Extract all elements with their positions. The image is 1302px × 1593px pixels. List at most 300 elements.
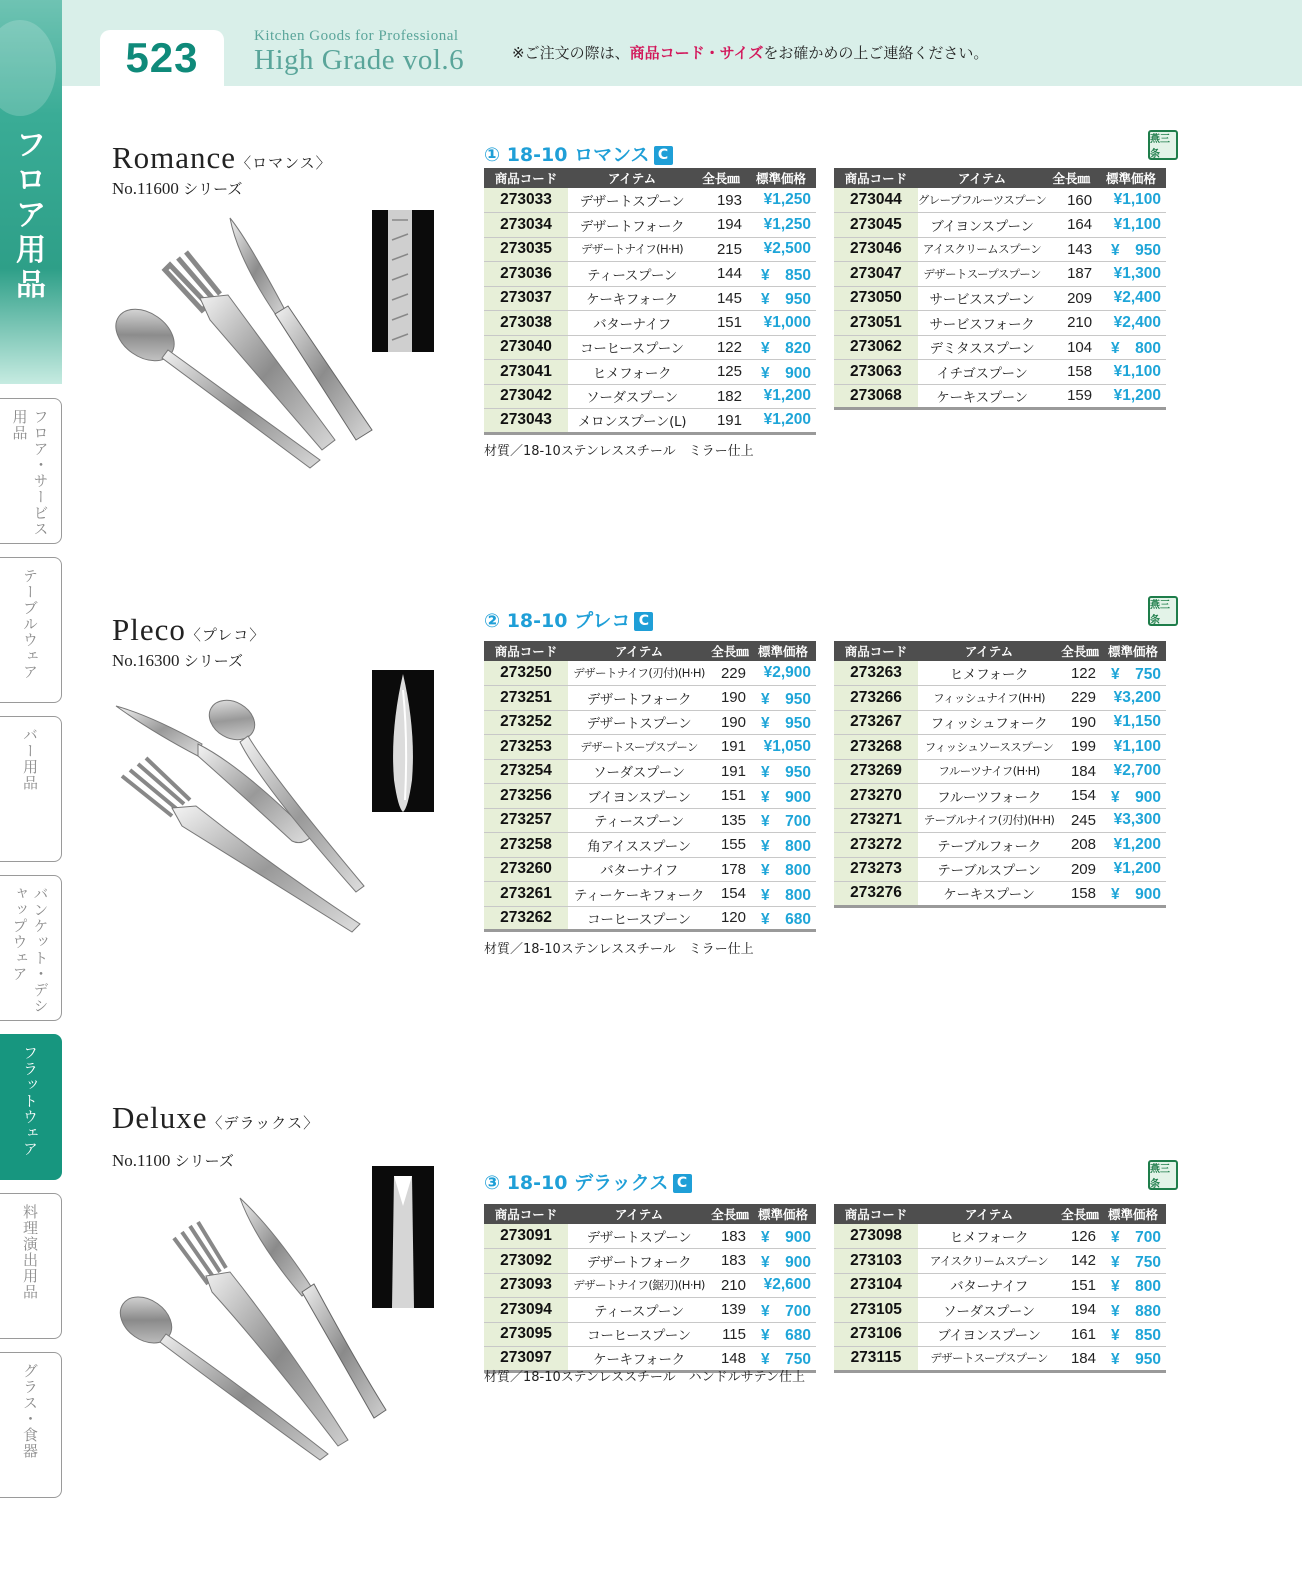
- standard-price: ¥ 850: [1100, 1322, 1166, 1347]
- th-length: 全長㎜: [696, 168, 746, 188]
- item-name: ブイヨンスプーン: [918, 213, 1047, 238]
- series-name: Romance: [112, 140, 237, 175]
- item-name: デザートスプーン: [568, 1224, 710, 1249]
- th-length: 全長㎜: [710, 641, 750, 661]
- product-code: 273256: [484, 784, 568, 809]
- item-name: デザートフォーク: [568, 213, 696, 238]
- spoon-icon: [202, 696, 364, 892]
- deluxe-cutlery-photo: [116, 1192, 392, 1462]
- length-mm: 159: [1046, 384, 1096, 409]
- sidebar-category-band: [0, 0, 62, 384]
- series-number: No.11600: [112, 179, 179, 198]
- sidebar-tab-label: フラットウェア: [21, 1045, 39, 1157]
- length-mm: 148: [710, 1347, 750, 1372]
- product-code: 273042: [484, 384, 568, 409]
- table-row: [484, 857, 816, 882]
- table-row: [484, 262, 816, 287]
- standard-price: ¥1,250: [746, 188, 816, 213]
- table-row: [834, 784, 1166, 809]
- standard-price: ¥ 900: [750, 784, 816, 809]
- standard-price: ¥ 950: [1096, 237, 1166, 262]
- sidebar-tab-label: 料理演出用品: [21, 1204, 39, 1300]
- standard-price: ¥ 800: [750, 833, 816, 858]
- standard-price: ¥ 950: [750, 759, 816, 784]
- length-mm: 154: [1060, 784, 1100, 809]
- item-name: フィッシュソーススプーン: [918, 735, 1060, 760]
- item-name: デザートフォーク: [568, 686, 710, 711]
- table-row: [834, 262, 1166, 287]
- product-code: 273044: [834, 188, 918, 213]
- product-code: 273050: [834, 286, 918, 311]
- standard-price: ¥2,500: [746, 237, 816, 262]
- sidebar-tab-label: テーブルウェア: [21, 568, 39, 680]
- table-row: [484, 906, 816, 931]
- th-length: 全長㎜: [710, 1204, 750, 1224]
- table-row: [484, 360, 816, 385]
- product-code: 273257: [484, 808, 568, 833]
- table-header-row: [834, 641, 1166, 661]
- series-suffix: シリーズ: [174, 1152, 234, 1170]
- table-header-row: [484, 1204, 816, 1224]
- pleco-handle-detail-photo: [372, 670, 434, 812]
- series-title-deluxe: [112, 1100, 319, 1136]
- th-code: 商品コード: [834, 641, 918, 661]
- section-title-pleco: [484, 606, 653, 633]
- item-name: デザートフォーク: [568, 1249, 710, 1274]
- length-mm: 139: [710, 1298, 750, 1323]
- th-code: 商品コード: [484, 1204, 568, 1224]
- deluxe-handle-detail-photo: [372, 1166, 434, 1308]
- length-mm: 183: [710, 1224, 750, 1249]
- item-name: ソーダスプーン: [568, 759, 710, 784]
- product-code: 273034: [484, 213, 568, 238]
- sidebar-tab-label: フロア・サービス用品: [10, 409, 50, 537]
- item-name: ケーキフォーク: [568, 286, 696, 311]
- standard-price: ¥ 680: [750, 1322, 816, 1347]
- product-code: 273103: [834, 1249, 918, 1274]
- length-mm: 151: [696, 311, 746, 336]
- standard-price: ¥1,200: [746, 384, 816, 409]
- product-code: 273046: [834, 237, 918, 262]
- notice-pre: ※ご注文の際は、: [512, 44, 630, 62]
- product-code: 273266: [834, 686, 918, 711]
- item-name: デザートスープスプーン: [918, 1347, 1060, 1372]
- romance-table-right: [834, 168, 1166, 410]
- table-row: [484, 1298, 816, 1323]
- length-mm: 229: [1060, 686, 1100, 711]
- table-row: [484, 286, 816, 311]
- table-row: [834, 686, 1166, 711]
- product-code: 273268: [834, 735, 918, 760]
- standard-price: ¥1,100: [1096, 213, 1166, 238]
- th-code: 商品コード: [834, 1204, 918, 1224]
- product-code: 273105: [834, 1298, 918, 1323]
- th-price: 標準価格: [1096, 168, 1166, 188]
- length-mm: 194: [1060, 1298, 1100, 1323]
- standard-price: ¥ 800: [750, 882, 816, 907]
- product-code: 273051: [834, 311, 918, 336]
- item-name: フルーツナイフ(H·H): [918, 759, 1060, 784]
- length-mm: 126: [1060, 1224, 1100, 1249]
- product-code: 273037: [484, 286, 568, 311]
- item-name: デミタススプーン: [918, 335, 1047, 360]
- length-mm: 154: [710, 882, 750, 907]
- table-body: [834, 188, 1166, 409]
- standard-price: ¥2,400: [1096, 311, 1166, 336]
- length-mm: 155: [710, 833, 750, 858]
- length-mm: 182: [696, 384, 746, 409]
- tsubame-sanjo-seal-icon: 燕三条: [1148, 596, 1178, 626]
- item-name: デザートナイフ(鋸刃)(H·H): [568, 1273, 710, 1298]
- length-mm: 135: [710, 808, 750, 833]
- th-length: 全長㎜: [1060, 641, 1100, 661]
- product-code: 273041: [484, 360, 568, 385]
- item-name: ケーキスプーン: [918, 882, 1060, 907]
- product-code: 273273: [834, 857, 918, 882]
- length-mm: 191: [696, 409, 746, 434]
- length-mm: 158: [1046, 360, 1096, 385]
- th-price: 標準価格: [746, 168, 816, 188]
- tsubame-sanjo-seal-icon: 燕三条: [1148, 130, 1178, 160]
- product-code: 273033: [484, 188, 568, 213]
- romance-table-left: [484, 168, 816, 435]
- length-mm: 194: [696, 213, 746, 238]
- item-name: デザートスープスプーン: [568, 735, 710, 760]
- standard-price: ¥3,200: [1100, 686, 1166, 711]
- th-item: アイテム: [918, 168, 1047, 188]
- standard-price: ¥1,250: [746, 213, 816, 238]
- length-mm: 184: [1060, 1347, 1100, 1372]
- catalog-title: High Grade vol.6: [254, 44, 465, 76]
- series-name-jp: 〈デラックス〉: [207, 1114, 320, 1132]
- th-item: アイテム: [568, 641, 710, 661]
- standard-price: ¥ 750: [1100, 661, 1166, 686]
- product-code: 273104: [834, 1273, 918, 1298]
- th-item: アイテム: [568, 1204, 710, 1224]
- product-code: 273068: [834, 384, 918, 409]
- item-name: ティースプーン: [568, 808, 710, 833]
- product-code: 273093: [484, 1273, 568, 1298]
- table-header-row: [834, 1204, 1166, 1224]
- table-row: [834, 1273, 1166, 1298]
- sidebar-tab-cooking-presentation[interactable]: [0, 1193, 62, 1339]
- product-code: 273036: [484, 262, 568, 287]
- table-row: [834, 1224, 1166, 1249]
- product-code: 273091: [484, 1224, 568, 1249]
- series-number-deluxe: [112, 1150, 234, 1171]
- standard-price: ¥ 750: [750, 1347, 816, 1372]
- table-body: [484, 188, 816, 433]
- standard-price: ¥ 900: [1100, 784, 1166, 809]
- series-number: No.16300: [112, 651, 180, 670]
- table-row: [484, 409, 816, 434]
- sidebar-tab-bar[interactable]: [0, 716, 62, 862]
- length-mm: 190: [710, 686, 750, 711]
- item-name: デザートスプーン: [568, 710, 710, 735]
- item-name: ブイヨンスプーン: [568, 784, 710, 809]
- table-row: [484, 237, 816, 262]
- table-row: [834, 335, 1166, 360]
- item-name: デザートスプーン: [568, 188, 696, 213]
- product-code: 273040: [484, 335, 568, 360]
- section-title-romance: [484, 140, 673, 167]
- length-mm: 161: [1060, 1322, 1100, 1347]
- product-code: 273261: [484, 882, 568, 907]
- item-name: ティーケーキフォーク: [568, 882, 710, 907]
- table-row: [484, 882, 816, 907]
- th-code: 商品コード: [834, 168, 918, 188]
- standard-price: ¥ 900: [750, 1249, 816, 1274]
- standard-price: ¥ 800: [750, 857, 816, 882]
- table-row: [484, 735, 816, 760]
- item-name: デザートナイフ(刃付)(H·H): [568, 661, 710, 686]
- length-mm: 115: [710, 1322, 750, 1347]
- standard-price: ¥ 900: [750, 1224, 816, 1249]
- table-row: [484, 384, 816, 409]
- sidebar-tab-floor-service[interactable]: [0, 398, 62, 544]
- material-note-deluxe: 材質／18-10ステンレススチール ハンドルサテン仕上: [484, 1370, 805, 1385]
- length-mm: 164: [1046, 213, 1096, 238]
- product-code: 273272: [834, 833, 918, 858]
- product-code: 273062: [834, 335, 918, 360]
- standard-price: ¥ 800: [1096, 335, 1166, 360]
- item-name: コーヒースプーン: [568, 335, 696, 360]
- item-name: ヒメフォーク: [918, 661, 1060, 686]
- catalog-kicker: Kitchen Goods for Professional: [254, 28, 459, 44]
- item-name: コーヒースプーン: [568, 1322, 710, 1347]
- item-name: フルーツフォーク: [918, 784, 1060, 809]
- item-name: ティースプーン: [568, 1298, 710, 1323]
- table-row: [484, 213, 816, 238]
- deluxe-table-right: [834, 1204, 1166, 1373]
- series-number: No.1100: [112, 1151, 171, 1170]
- length-mm: 120: [710, 906, 750, 931]
- product-code: 273092: [484, 1249, 568, 1274]
- standard-price: ¥2,400: [1096, 286, 1166, 311]
- series-number-pleco: [112, 650, 243, 671]
- series-number-romance: [112, 178, 242, 199]
- product-code: 273276: [834, 882, 918, 907]
- th-item: アイテム: [918, 1204, 1060, 1224]
- item-name: ケーキフォーク: [568, 1347, 710, 1372]
- section-title-text: ③ 18-10 デラックス: [484, 1172, 669, 1194]
- product-code: 273098: [834, 1224, 918, 1249]
- product-code: 273097: [484, 1347, 568, 1372]
- length-mm: 158: [1060, 882, 1100, 907]
- item-name: デザートスープスプーン: [918, 262, 1047, 287]
- length-mm: 151: [710, 784, 750, 809]
- standard-price: ¥ 950: [750, 710, 816, 735]
- th-price: 標準価格: [750, 1204, 816, 1224]
- length-mm: 229: [710, 661, 750, 686]
- standard-price: ¥1,300: [1096, 262, 1166, 287]
- table-row: [834, 384, 1166, 409]
- standard-price: ¥3,300: [1100, 808, 1166, 833]
- product-code: 273063: [834, 360, 918, 385]
- section-title-text: ① 18-10 ロマンス: [484, 144, 650, 166]
- table-row: [484, 1224, 816, 1249]
- table-row: [834, 833, 1166, 858]
- series-name: Deluxe: [112, 1100, 208, 1135]
- order-notice: [512, 42, 988, 63]
- standard-price: ¥1,150: [1100, 710, 1166, 735]
- product-code: 273263: [834, 661, 918, 686]
- length-mm: 245: [1060, 808, 1100, 833]
- series-name: Pleco: [112, 612, 186, 647]
- table-header-row: [484, 641, 816, 661]
- standard-price: ¥ 950: [1100, 1347, 1166, 1372]
- product-code: 273260: [484, 857, 568, 882]
- table-row: [834, 1347, 1166, 1372]
- th-item: アイテム: [568, 168, 696, 188]
- item-name: ブイヨンスプーン: [918, 1322, 1060, 1347]
- c-badge: C: [634, 612, 653, 631]
- table-row: [834, 1322, 1166, 1347]
- length-mm: 144: [696, 262, 746, 287]
- c-badge: C: [673, 1174, 692, 1193]
- table-row: [834, 661, 1166, 686]
- product-code: 273262: [484, 906, 568, 931]
- product-code: 273038: [484, 311, 568, 336]
- length-mm: 142: [1060, 1249, 1100, 1274]
- product-code: 273251: [484, 686, 568, 711]
- item-name: バターナイフ: [918, 1273, 1060, 1298]
- length-mm: 209: [1060, 857, 1100, 882]
- table-row: [484, 710, 816, 735]
- pleco-cutlery-photo: [112, 696, 374, 936]
- section-title-text: ② 18-10 プレコ: [484, 610, 631, 632]
- product-code: 273271: [834, 808, 918, 833]
- product-code: 273043: [484, 409, 568, 434]
- pleco-table-left: [484, 641, 816, 932]
- table-body: [484, 1224, 816, 1371]
- table-row: [834, 857, 1166, 882]
- length-mm: 178: [710, 857, 750, 882]
- item-name: アイスクリームスプーン: [918, 1249, 1060, 1274]
- sidebar-category-title: フロア用品: [16, 128, 46, 303]
- sidebar-tab-tableware[interactable]: [0, 557, 62, 703]
- length-mm: 193: [696, 188, 746, 213]
- length-mm: 143: [1046, 237, 1096, 262]
- length-mm: 210: [1046, 311, 1096, 336]
- item-name: コーヒースプーン: [568, 906, 710, 931]
- item-name: サービススプーン: [918, 286, 1047, 311]
- table-row: [834, 1249, 1166, 1274]
- table-row: [484, 808, 816, 833]
- product-code: 273115: [834, 1347, 918, 1372]
- sidebar-tab-banquet[interactable]: [0, 875, 62, 1021]
- length-mm: 125: [696, 360, 746, 385]
- table-row: [834, 286, 1166, 311]
- standard-price: ¥ 850: [746, 262, 816, 287]
- table-row: [834, 759, 1166, 784]
- product-code: 273254: [484, 759, 568, 784]
- standard-price: ¥ 900: [746, 360, 816, 385]
- deluxe-table-left: [484, 1204, 816, 1373]
- item-name: メロンスプーン(L): [568, 409, 696, 434]
- standard-price: ¥2,900: [750, 661, 816, 686]
- item-name: グレープフルーツスプーン: [918, 188, 1047, 213]
- product-code: 273095: [484, 1322, 568, 1347]
- knife-icon: [240, 1198, 386, 1418]
- standard-price: ¥ 800: [1100, 1273, 1166, 1298]
- th-price: 標準価格: [1100, 641, 1166, 661]
- standard-price: ¥1,100: [1096, 360, 1166, 385]
- product-code: 273270: [834, 784, 918, 809]
- sidebar-tab-glass[interactable]: [0, 1352, 62, 1498]
- table-row: [834, 188, 1166, 213]
- romance-cutlery-photo: [110, 210, 380, 475]
- standard-price: ¥ 900: [1100, 882, 1166, 907]
- section-title-deluxe: [484, 1168, 692, 1195]
- table-row: [834, 213, 1166, 238]
- item-name: テーブルフォーク: [918, 833, 1060, 858]
- notice-highlight: 商品コード・サイズ: [629, 44, 764, 62]
- length-mm: 199: [1060, 735, 1100, 760]
- item-name: 角アイススプーン: [568, 833, 710, 858]
- standard-price: ¥1,100: [1100, 735, 1166, 760]
- th-length: 全長㎜: [1046, 168, 1096, 188]
- product-code: 273047: [834, 262, 918, 287]
- standard-price: ¥2,700: [1100, 759, 1166, 784]
- series-name-jp: 〈ロマンス〉: [236, 154, 332, 172]
- product-code: 273258: [484, 833, 568, 858]
- th-length: 全長㎜: [1060, 1204, 1100, 1224]
- series-suffix: シリーズ: [183, 180, 243, 198]
- product-code: 273106: [834, 1322, 918, 1347]
- table-row: [834, 808, 1166, 833]
- table-row: [484, 833, 816, 858]
- standard-price: ¥2,600: [750, 1273, 816, 1298]
- item-name: バターナイフ: [568, 857, 710, 882]
- standard-price: ¥1,200: [746, 409, 816, 434]
- sidebar-tab-flatware[interactable]: [0, 1034, 62, 1180]
- length-mm: 191: [710, 735, 750, 760]
- length-mm: 160: [1046, 188, 1096, 213]
- product-code: 273250: [484, 661, 568, 686]
- product-code: 273094: [484, 1298, 568, 1323]
- table-row: [834, 311, 1166, 336]
- sidebar-tab-label: バー用品: [21, 727, 39, 791]
- standard-price: ¥ 680: [750, 906, 816, 931]
- item-name: サービスフォーク: [918, 311, 1047, 336]
- series-title-romance: [112, 140, 332, 176]
- item-name: フィッシュフォーク: [918, 710, 1060, 735]
- length-mm: 122: [696, 335, 746, 360]
- standard-price: ¥ 820: [746, 335, 816, 360]
- length-mm: 183: [710, 1249, 750, 1274]
- table-body: [834, 1224, 1166, 1371]
- th-code: 商品コード: [484, 168, 568, 188]
- length-mm: 208: [1060, 833, 1100, 858]
- table-row: [834, 882, 1166, 907]
- c-badge: C: [654, 146, 673, 165]
- product-code: 273252: [484, 710, 568, 735]
- product-code: 273269: [834, 759, 918, 784]
- standard-price: ¥ 950: [746, 286, 816, 311]
- item-name: ケーキスプーン: [918, 384, 1047, 409]
- notice-post: をお確かめの上ご連絡ください。: [763, 44, 989, 62]
- item-name: ティースプーン: [568, 262, 696, 287]
- item-name: ヒメフォーク: [568, 360, 696, 385]
- th-item: アイテム: [918, 641, 1060, 661]
- standard-price: ¥ 880: [1100, 1298, 1166, 1323]
- series-suffix: シリーズ: [183, 652, 244, 670]
- product-code: 273045: [834, 213, 918, 238]
- item-name: テーブルスプーン: [918, 857, 1060, 882]
- table-row: [484, 759, 816, 784]
- length-mm: 191: [710, 759, 750, 784]
